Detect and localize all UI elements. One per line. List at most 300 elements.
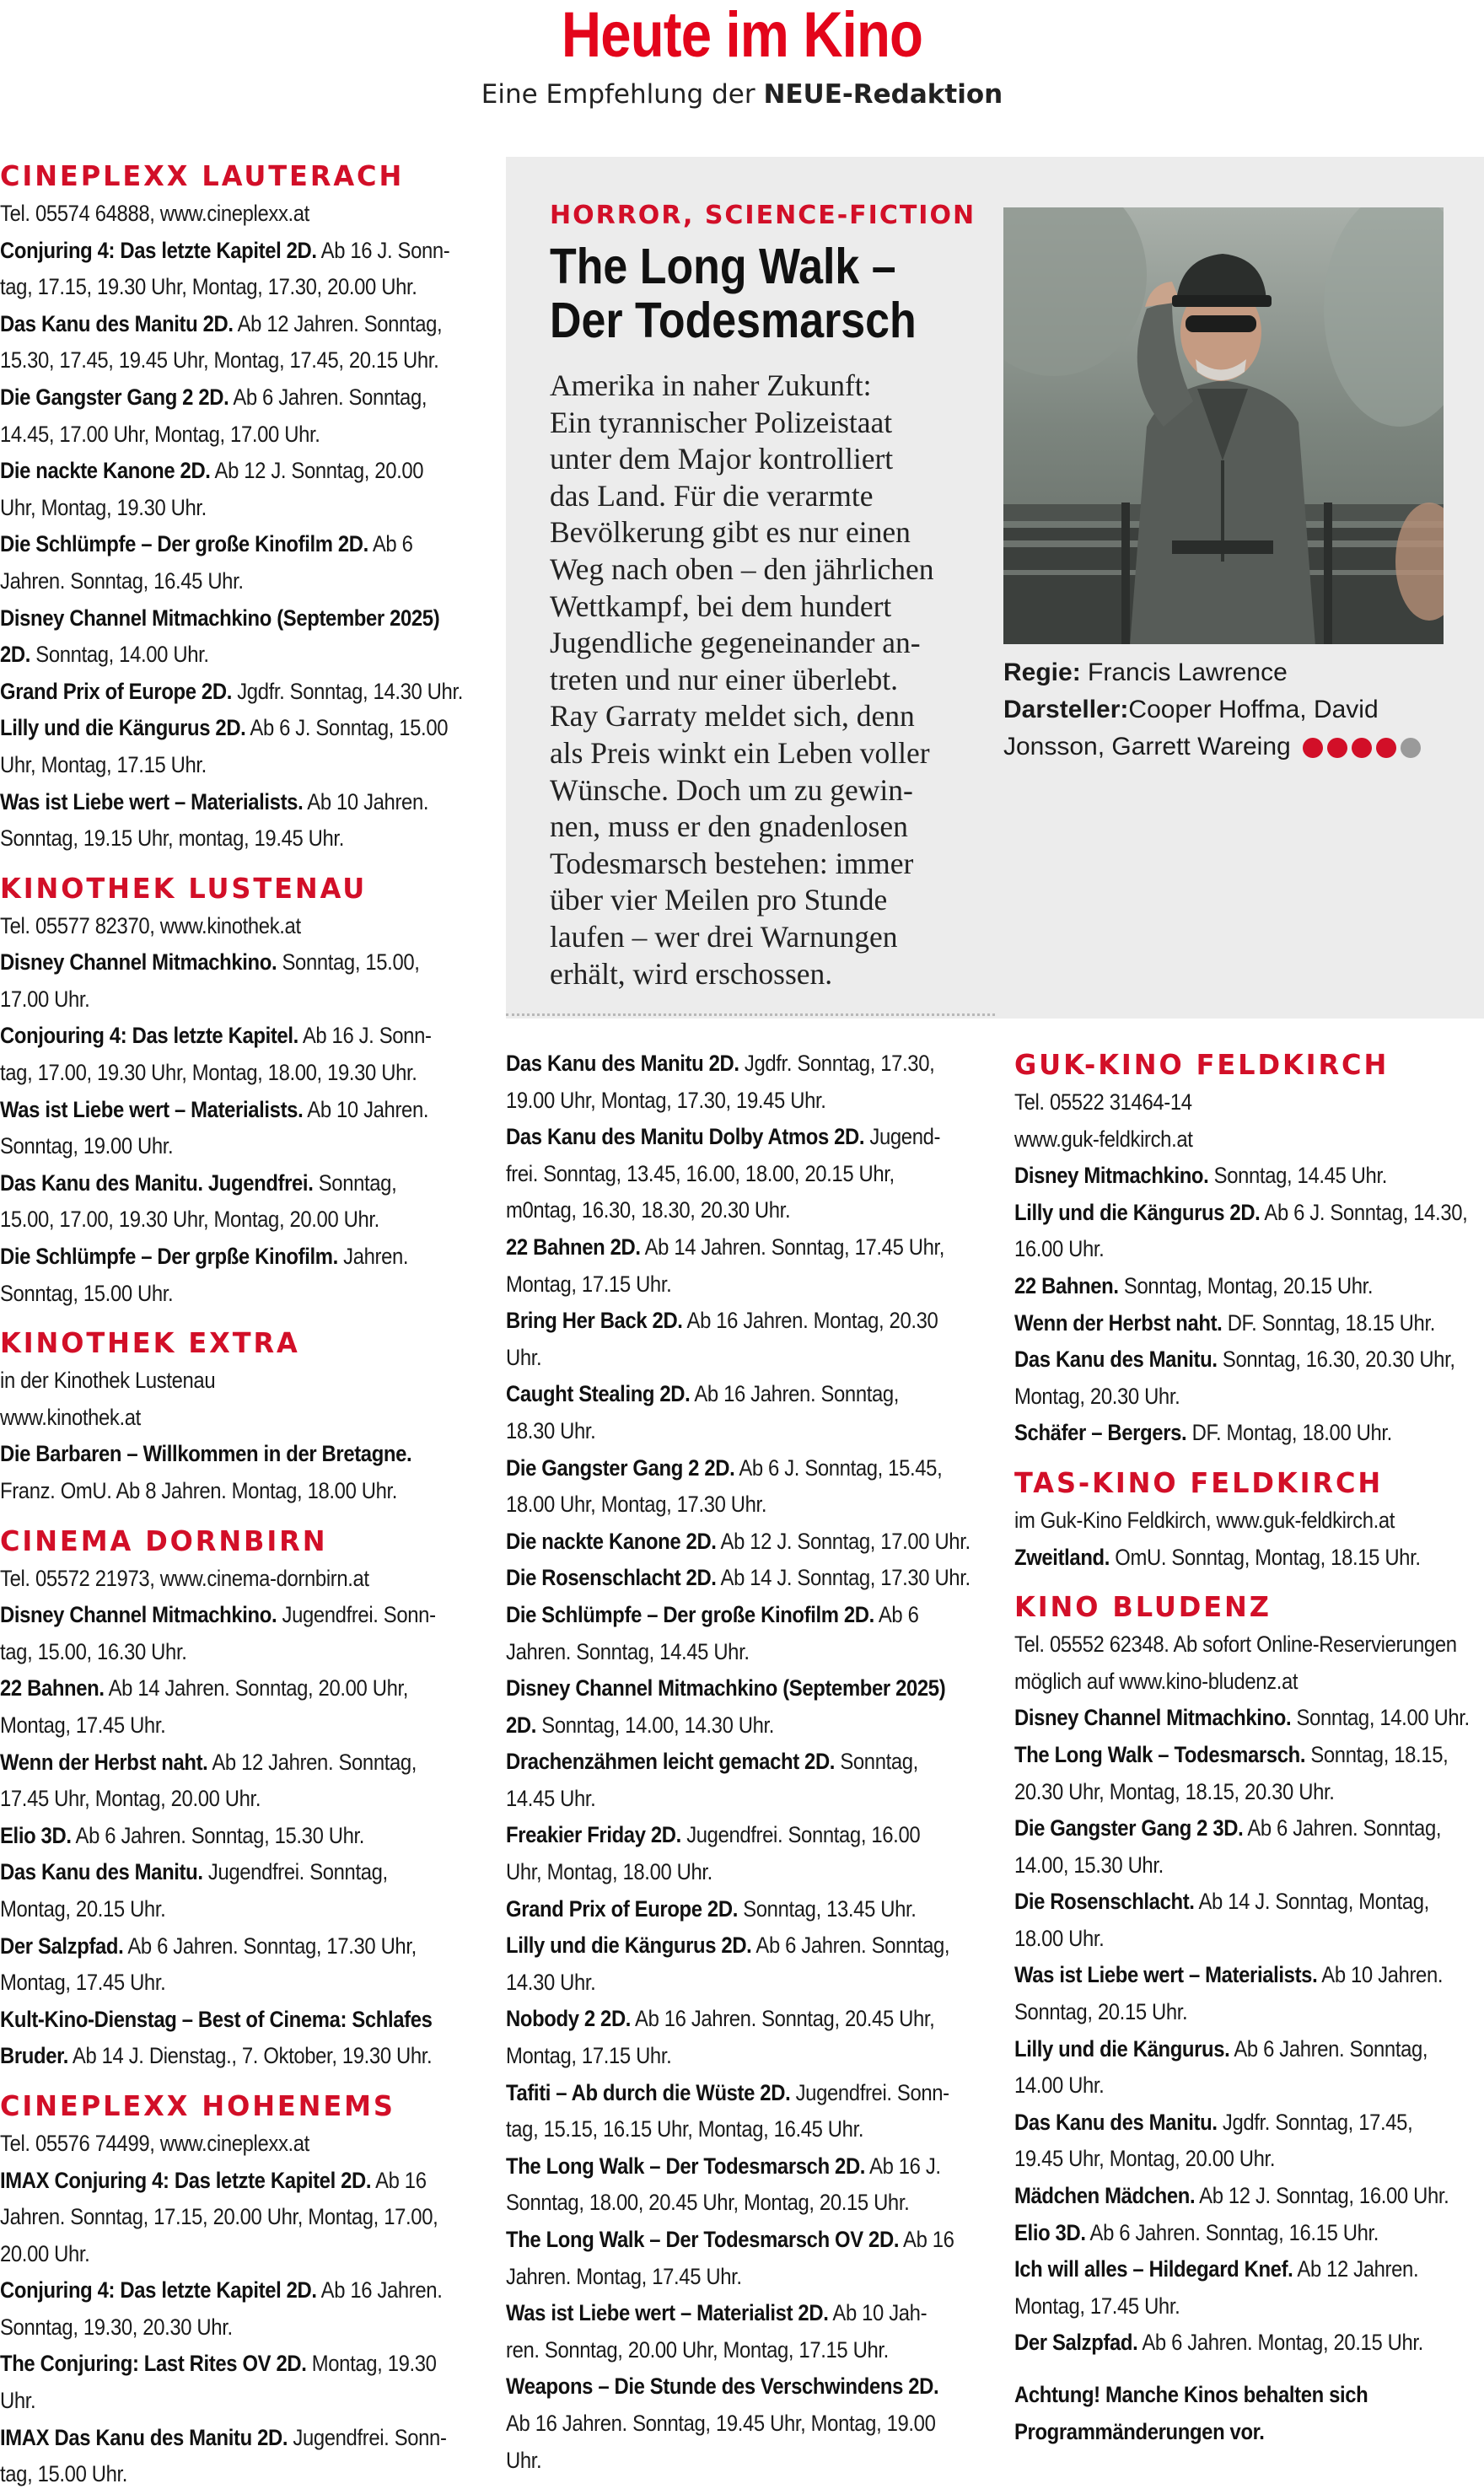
- film-title: 22 Bahnen.: [1014, 1272, 1119, 1298]
- listing-line: [506, 2001, 977, 2038]
- listing-line: [506, 2332, 977, 2369]
- film-title: Das Kanu des Manitu 2D.: [0, 310, 234, 336]
- listing-text: Jugendfrei. Sonn-: [790, 2079, 949, 2105]
- film-title: Disney Channel Mitmachkino.: [0, 1602, 277, 1628]
- film-still-illustration: [1003, 207, 1444, 644]
- listing-line: [506, 1817, 977, 1854]
- listing-line: [506, 1266, 977, 1304]
- listing-text: tag, 15.00, 16.30 Uhr.: [0, 1638, 187, 1664]
- film-title: Das Kanu des Manitu.: [0, 1859, 203, 1885]
- listing-text: Jugend-: [864, 1124, 941, 1150]
- cinema-name: CINEMA DORNBIRN: [0, 1524, 328, 1557]
- listing-text: Montag, 20.15 Uhr.: [0, 1895, 166, 1922]
- subtitle-bold: NEUE-Redaktion: [763, 79, 1003, 110]
- regie-label: Regie:: [1003, 659, 1081, 686]
- listing-text: 14.45 Uhr.: [506, 1785, 596, 1811]
- cinema-block: [1014, 1046, 1484, 1452]
- listing-text: Sonntag, 14.45 Uhr.: [1208, 1163, 1387, 1189]
- listing-text: Jahren. Sonntag, 16.45 Uhr.: [0, 567, 244, 594]
- film-title: 22 Bahnen 2D.: [506, 1234, 641, 1260]
- listing-line: [1014, 2251, 1483, 2288]
- listing-text: Ab 12 J. Sonntag, 20.00: [210, 458, 424, 484]
- listing-line: [506, 1965, 977, 2002]
- listing-text: Ab 12 J. Sonntag, 16.00 Uhr.: [1195, 2183, 1449, 2209]
- listing-text: Uhr, Montag, 18.00 Uhr.: [506, 1859, 712, 1885]
- listing-line: [1014, 1847, 1483, 1884]
- film-title: Was ist Liebe wert – Materialists.: [0, 1096, 304, 1122]
- listing-line: [0, 269, 471, 306]
- feature-text-line: über vier Meilen pro Stunde: [550, 883, 888, 917]
- listing-text: Ab 6 Jahren. Sonntag,: [751, 1933, 950, 1959]
- listing-text: Ab 16 Jahren. Montag, 20.30: [682, 1308, 938, 1334]
- rating-dot-filled: [1376, 738, 1396, 758]
- listing-line: [0, 1473, 471, 1510]
- feature-text-line: Wünsche. Doch um zu gewin-: [550, 772, 913, 807]
- listing-line: [0, 1891, 471, 1928]
- listing-line: [506, 2222, 977, 2259]
- listing-line: [0, 600, 471, 637]
- listing-line: [506, 1486, 977, 1524]
- film-title: Die Schlümpfe – Der große Kinofilm 2D.: [0, 531, 368, 557]
- listing-line: [1014, 2067, 1483, 2105]
- listing-text: 16.00 Uhr.: [1014, 1236, 1105, 1262]
- listing-text: Tel. 05522 31464-14: [1014, 1089, 1192, 1115]
- listing-text: Sonntag, 19.00 Uhr.: [0, 1133, 174, 1159]
- listing-line: [506, 1413, 977, 1450]
- listing-text: Jgdfr. Sonntag, 17.30,: [739, 1051, 935, 1076]
- listing-line: [0, 2309, 471, 2347]
- listing-text: Ab 12 J. Sonntag, 17.00 Uhr.: [716, 1528, 971, 1554]
- listing-text: Ab 6: [874, 1601, 919, 1627]
- listing-line: [0, 1634, 471, 1671]
- listing-line: [0, 637, 471, 674]
- listing-line: [1014, 1379, 1483, 1416]
- listing-text: Jugendfrei. Sonntag,: [202, 1859, 388, 1885]
- listing-text: Uhr.: [506, 2447, 542, 2473]
- listing-line: [506, 1597, 977, 1634]
- listing-text: Jahren. Sonntag, 17.15, 20.00 Uhr, Montag, 17.00,: [0, 2204, 438, 2230]
- listing-text: Ab 16 J.: [865, 2153, 941, 2179]
- listing-text: Montag, 20.30 Uhr.: [1014, 1383, 1180, 1409]
- film-title: Was ist Liebe wert – Materialists.: [1014, 1962, 1318, 1988]
- listing-text: Ab 10 Jahren.: [303, 788, 429, 814]
- listing-text: DF. Sonntag, 18.15 Uhr.: [1222, 1309, 1435, 1336]
- listing-line: [0, 1400, 471, 1437]
- cinema-name: GUK-KINO FELDKIRCH: [1014, 1048, 1390, 1081]
- listing-line: [1014, 2105, 1483, 2142]
- feature-text-line: als Preis winkt ein Leben voller: [550, 735, 930, 770]
- listing-text: Sonntag, 14.00 Uhr.: [30, 642, 209, 668]
- listing-line: [506, 1083, 977, 1120]
- listing-line: [0, 2346, 471, 2383]
- listing-line: [0, 342, 471, 379]
- listing-text: 14.00, 15.30 Uhr.: [1014, 1852, 1164, 1878]
- film-title: Die Schlümpfe – Der große Kinofilm 2D.: [506, 1601, 874, 1627]
- listing-line: [1014, 1664, 1483, 1701]
- listing-text: Ab 6 J. Sonntag, 15.45,: [734, 1454, 943, 1481]
- listing-line: [506, 1560, 977, 1597]
- listing-line: [506, 1891, 977, 1928]
- film-title: Lilly und die Kängurus.: [1014, 2035, 1230, 2062]
- listing-text: www.kinothek.at: [0, 1404, 141, 1430]
- cinema-name: CINEPLEXX LAUTERACH: [0, 159, 405, 192]
- listing-text: frei. Sonntag, 13.45, 16.00, 18.00, 20.15 Uhr,: [506, 1160, 895, 1186]
- listing-text: Ab 16 Jahren. Sonntag, 20.45 Uhr,: [631, 2006, 935, 2032]
- listing-line: [506, 1744, 977, 1781]
- credits-darsteller-cont: [1003, 728, 1459, 766]
- film-title: Das Kanu des Manitu.: [1014, 2109, 1218, 2135]
- film-title: Elio 3D.: [1014, 2219, 1086, 2245]
- listing-column-2: [506, 1046, 978, 2489]
- listing-text: Ab 6 Jahren. Sonntag, 15.30 Uhr.: [71, 1822, 365, 1848]
- listing-line: [506, 1156, 977, 1193]
- feature-text-line: unter dem Major kontrolliert: [550, 442, 894, 476]
- cinema-name: KINOTHEK EXTRA: [0, 1326, 300, 1360]
- film-title: Lilly und die Kängurus 2D.: [506, 1933, 752, 1959]
- film-title: Zweitland.: [1014, 1544, 1110, 1570]
- film-title: Freakier Friday 2D.: [506, 1822, 681, 1848]
- film-title: Die Rosenschlacht.: [1014, 1889, 1195, 1915]
- listing-line: [0, 196, 471, 233]
- listing-line: [1014, 1158, 1483, 1195]
- listing-line: [506, 1119, 977, 1156]
- listing-text: Montag, 17.45 Uhr.: [0, 1970, 166, 1996]
- listing-line: [0, 1670, 471, 1707]
- listing-line: [506, 2406, 977, 2443]
- listing-line: [0, 2456, 471, 2489]
- listing-text: Jugendfrei. Sonntag, 16.00: [680, 1822, 921, 1848]
- listing-line: [0, 417, 471, 454]
- listing-line: [506, 1450, 977, 1487]
- film-title: Die nackte Kanone 2D.: [506, 1528, 717, 1554]
- feature-divider: [506, 1013, 995, 1016]
- listing-line: [506, 2075, 977, 2112]
- listing-text: Tel. 05577 82370, www.kinothek.at: [0, 912, 301, 938]
- film-title: Der Salzpfad.: [0, 1933, 124, 1959]
- listing-line: [506, 2443, 977, 2480]
- film-title: Die Schlümpfe – Der grpße Kinofilm.: [0, 1244, 338, 1270]
- note-text: Achtung! Manche Kinos behalten sich: [1014, 2382, 1368, 2407]
- film-title: Weapons – Die Stunde des Verschwindens 2D.: [506, 2373, 939, 2400]
- listing-line: [0, 1363, 471, 1400]
- listing-line: [1014, 1884, 1483, 1921]
- listing-line: [1014, 1305, 1483, 1342]
- film-title: Lilly und die Kängurus 2D.: [0, 715, 246, 741]
- credits-regie: [1003, 654, 1459, 691]
- listing-text: Montag, 17.15 Uhr.: [506, 2043, 672, 2069]
- listing-text: Uhr, Montag, 19.30 Uhr.: [0, 494, 207, 520]
- listing-text: Ab 6 J. Sonntag, 14.30,: [1260, 1199, 1468, 1225]
- credits-darsteller: [1003, 691, 1459, 728]
- listing-line: [0, 747, 471, 784]
- listing-line: [506, 1634, 977, 1671]
- listing-line: [1014, 1626, 1483, 1664]
- feature-box: [506, 157, 1484, 1019]
- listing-line: [1014, 1810, 1483, 1847]
- listing-text: Montag, 17.45 Uhr.: [1014, 2293, 1180, 2319]
- listing-text: Montag, 17.15 Uhr.: [506, 1271, 672, 1297]
- listing-line: [1014, 1921, 1483, 1958]
- listing-line: [0, 1239, 471, 1276]
- listing-text: 19.00 Uhr, Montag, 17.30, 19.45 Uhr.: [506, 1087, 826, 1113]
- feature-genre: HORROR, SCIENCE-FICTION: [550, 201, 976, 230]
- listing-text: Tel. 05576 74499, www.cineplexx.at: [0, 2130, 309, 2156]
- film-title: Das Kanu des Manitu. Jugendfrei.: [0, 1169, 314, 1196]
- listing-line: [506, 2259, 977, 2296]
- listing-text: Sonntag,: [313, 1169, 397, 1196]
- listing-line: [506, 1670, 977, 1707]
- listing-text: Ab 6: [368, 531, 413, 557]
- listing-line: [0, 1965, 471, 2002]
- listing-line: [0, 1597, 471, 1634]
- feature-text-line: treten und nur einer überlebt.: [550, 662, 899, 696]
- listing-line: [0, 1128, 471, 1165]
- listing-text: Ab 16 Jahren. Sonntag, 19.45 Uhr, Montag, 19.00: [506, 2410, 936, 2436]
- listing-text: Tel. 05552 62348. Ab sofort Online-Reservierungen: [1014, 1632, 1457, 1658]
- listing-text: Ab 6 Jahren. Sonntag,: [229, 384, 427, 410]
- film-title: Conjuring 4: Das letzte Kapitel 2D.: [0, 237, 317, 263]
- listing-text: 15.00, 17.00, 19.30 Uhr, Montag, 20.00 Uhr.: [0, 1207, 379, 1233]
- film-title: Die Gangster Gang 2 3D.: [1014, 1815, 1244, 1841]
- listing-line: [0, 526, 471, 563]
- listing-text: Ab 6 J. Sonntag, 15.00: [245, 715, 449, 741]
- film-title: Die Gangster Gang 2 2D.: [506, 1454, 735, 1481]
- film-title: Das Kanu des Manitu Dolby Atmos 2D.: [506, 1124, 865, 1150]
- listing-text: Sonntag, Montag, 20.15 Uhr.: [1118, 1272, 1374, 1298]
- listing-line: [0, 710, 471, 747]
- listing-text: Montag, 19.30: [306, 2351, 437, 2377]
- listing-line: [0, 674, 471, 711]
- cinema-name: CINEPLEXX HOHENEMS: [0, 2089, 395, 2122]
- film-title: Lilly und die Kängurus 2D.: [1014, 1199, 1261, 1225]
- film-title: Bring Her Back 2D.: [506, 1308, 683, 1334]
- listing-text: 20.30 Uhr, Montag, 18.15, 20.30 Uhr.: [1014, 1778, 1335, 1804]
- listing-text: Ab 6 Jahren. Sonntag, 16.15 Uhr.: [1085, 2219, 1379, 2245]
- feature-text-line: erhält, wird erschossen.: [550, 956, 833, 991]
- listing-line: [0, 2272, 471, 2309]
- listing-text: Ab 6 Jahren. Sonntag, 17.30 Uhr,: [123, 1933, 417, 1959]
- listing-text: in der Kinothek Lustenau: [0, 1368, 216, 1394]
- listing-line: [506, 2295, 977, 2332]
- listing-text: Ab 12 Jahren.: [1293, 2256, 1419, 2282]
- rating-dot-filled: [1352, 738, 1372, 758]
- listing-line: [506, 2185, 977, 2222]
- cinema-block: [0, 157, 472, 857]
- listing-line: [0, 2126, 471, 2163]
- film-title: 22 Bahnen.: [0, 1675, 105, 1701]
- listing-text: Ab 16: [899, 2227, 954, 2252]
- cinema-block: [0, 1324, 472, 1509]
- feature-title-line: The Long Walk –: [550, 239, 896, 294]
- listing-line: [1014, 2141, 1483, 2178]
- feature-text-line: Todesmarsch bestehen: immer: [550, 846, 914, 880]
- film-title: Elio 3D.: [0, 1822, 72, 1848]
- listing-text: 18.30 Uhr.: [506, 1417, 596, 1443]
- listing-text: Sonntag, 20.15 Uhr.: [1014, 1999, 1188, 2025]
- feature-text-line: nen, muss er den gnadenlosen: [550, 809, 908, 844]
- listing-line: [0, 2002, 471, 2039]
- cinema-block: [506, 1046, 978, 2479]
- listing-text: Sonntag, 19.15 Uhr, montag, 19.45 Uhr.: [0, 825, 344, 852]
- listing-column-1: [0, 157, 472, 2489]
- listing-text: 18.00 Uhr, Montag, 17.30 Uhr.: [506, 1492, 767, 1518]
- listing-line: [0, 306, 471, 343]
- film-title: Kult-Kino-Dienstag – Best of Cinema: Schlafes: [0, 2006, 433, 2032]
- film-title: 2D.: [506, 1712, 537, 1738]
- listing-text: Sonntag, 13.45 Uhr.: [737, 1895, 917, 1922]
- listing-text: Jahren.: [337, 1244, 409, 1270]
- listing-line: [0, 1707, 471, 1744]
- listing-line: [0, 1055, 471, 1092]
- listing-text: Ab 14 J. Sonntag, Montag,: [1194, 1889, 1429, 1915]
- listing-line: [0, 1201, 471, 1239]
- feature-credits: [1003, 654, 1459, 766]
- note-line: [1014, 2414, 1483, 2451]
- film-title: Das Kanu des Manitu.: [1014, 1347, 1218, 1373]
- listing-text: Franz. OmU. Ab 8 Jahren. Montag, 18.00 Uhr.: [0, 1478, 398, 1503]
- darsteller-label: Darsteller:: [1003, 696, 1129, 723]
- listing-text: Uhr.: [506, 1344, 542, 1370]
- listing-line: [1014, 2325, 1483, 2362]
- cinema-block: [0, 869, 472, 1313]
- listing-text: Ab 10 Jahren.: [303, 1096, 429, 1122]
- film-title: The Conjuring: Last Rites OV 2D.: [0, 2351, 307, 2377]
- film-title: Disney Channel Mitmachkino (September 2025): [506, 1675, 946, 1701]
- listing-text: Jahren. Sonntag, 14.45 Uhr.: [506, 1638, 750, 1664]
- listing-line: [506, 2038, 977, 2075]
- listing-line: [0, 2199, 471, 2236]
- listing-text: tag, 15.15, 16.15 Uhr, Montag, 16.45 Uhr.: [506, 2116, 864, 2142]
- listing-text: Ab 6 Jahren. Sonntag,: [1243, 1815, 1442, 1841]
- film-title: Disney Channel Mitmachkino.: [1014, 1705, 1292, 1731]
- note-line: [1014, 2377, 1483, 2414]
- listing-text: 19.45 Uhr, Montag, 20.00 Uhr.: [1014, 2146, 1276, 2172]
- listing-line: [1014, 1994, 1483, 2031]
- listing-text: Jahren. Montag, 17.45 Uhr.: [506, 2263, 742, 2289]
- feature-text-line: Jugendliche gegeneinander an-: [550, 626, 921, 660]
- cinema-name: KINOTHEK LUSTENAU: [0, 871, 368, 905]
- film-title: Die Rosenschlacht 2D.: [506, 1565, 717, 1591]
- listing-text: Ab 16 Jahren.: [316, 2277, 443, 2304]
- listing-line: [1014, 1957, 1483, 1994]
- film-title: Die Barbaren – Willkommen in der Bretagne.: [0, 1441, 412, 1467]
- film-title: Grand Prix of Europe 2D.: [506, 1895, 738, 1922]
- listing-text: Tel. 05572 21973, www.cinema-dornbirn.at: [0, 1565, 369, 1591]
- listing-line: [0, 944, 471, 981]
- listing-text: Ab 14 Jahren. Sonntag, 17.45 Uhr,: [640, 1234, 945, 1260]
- film-title: Tafiti – Ab durch die Wüste 2D.: [506, 2079, 791, 2105]
- listing-line: [1014, 1737, 1483, 1774]
- listing-text: Jgdfr. Sonntag, 14.30 Uhr.: [231, 678, 463, 704]
- film-title: Das Kanu des Manitu 2D.: [506, 1051, 739, 1076]
- listing-text: Sonntag, 16.30, 20.30 Uhr,: [1217, 1347, 1455, 1373]
- listing-text: Ab 10 Jah-: [828, 2300, 928, 2326]
- feature-text-line: Wettkampf, bei dem hundert: [550, 589, 892, 623]
- listing-text: Jugendfrei. Sonn-: [288, 2424, 447, 2450]
- listing-line: [1014, 1341, 1483, 1379]
- feature-text: [550, 368, 988, 992]
- listing-text: Ab 6 Jahren. Montag, 20.15 Uhr.: [1137, 2330, 1423, 2356]
- listing-text: Ab 12 Jahren. Sonntag,: [207, 1749, 417, 1775]
- listing-text: Ab 12 Jahren. Sonntag,: [233, 310, 443, 336]
- listing-line: [506, 1376, 977, 1413]
- listing-text: ren. Sonntag, 20.00 Uhr, Montag, 17.15 Uhr.: [506, 2336, 889, 2363]
- listing-line: [506, 1229, 977, 1266]
- listing-line: [1014, 1195, 1483, 1232]
- listing-text: Sonntag, 19.30, 20.30 Uhr.: [0, 2314, 233, 2340]
- film-title: Caught Stealing 2D.: [506, 1381, 691, 1407]
- cinema-name: KINO BLUDENZ: [1014, 1590, 1272, 1624]
- film-title: Drachenzähmen leicht gemacht 2D.: [506, 1749, 836, 1775]
- listing-line: [0, 379, 471, 417]
- listing-line: [1014, 1700, 1483, 1737]
- note-text: Programmänderungen vor.: [1014, 2418, 1265, 2444]
- feature-text-line: Ein tyrannischer Polizeistaat: [550, 405, 893, 439]
- listing-text: 17.00 Uhr.: [0, 986, 90, 1012]
- listing-line: [0, 1928, 471, 1965]
- listing-line: [0, 563, 471, 600]
- film-title: Bruder.: [0, 2043, 68, 2069]
- film-title: The Long Walk – Der Todesmarsch OV 2D.: [506, 2227, 900, 2252]
- listing-text: Sonntag,: [835, 1749, 918, 1775]
- listing-line: [0, 1092, 471, 1129]
- listing-column-3: [1014, 1046, 1484, 2450]
- listing-line: [0, 2163, 471, 2200]
- listing-line: [0, 2236, 471, 2273]
- listing-text: 14.30 Uhr.: [506, 1969, 596, 1995]
- listing-text: www.guk-feldkirch.at: [1014, 1126, 1193, 1152]
- listing-line: [1014, 1231, 1483, 1268]
- listing-text: Ab 16 Jahren. Sonntag,: [690, 1381, 900, 1407]
- listing-text: Jgdfr. Sonntag, 17.45,: [1217, 2109, 1413, 2135]
- listing-line: [1014, 2215, 1483, 2252]
- listing-text: Ab 10 Jahren.: [1317, 1962, 1444, 1988]
- film-title: Was ist Liebe wert – Materialists.: [0, 788, 304, 814]
- feature-text-line: Amerika in naher Zukunft:: [550, 368, 872, 402]
- feature-text-line: laufen – wer drei Warnungen: [550, 919, 898, 954]
- listing-line: [1014, 2031, 1483, 2068]
- listing-line: [506, 2148, 977, 2185]
- listing-line: [1014, 1268, 1483, 1305]
- film-title: Was ist Liebe wert – Materialist 2D.: [506, 2300, 829, 2326]
- page-subtitle: [0, 79, 1484, 110]
- listing-text: Tel. 05574 64888, www.cineplexx.at: [0, 201, 309, 226]
- listing-text: Sonntag, 14.00, 14.30 Uhr.: [536, 1712, 775, 1738]
- listing-text: 15.30, 17.45, 19.45 Uhr, Montag, 17.45, 20.15 Uhr.: [0, 347, 439, 374]
- listing-text: 14.00 Uhr.: [1014, 2072, 1105, 2099]
- film-title: Die nackte Kanone 2D.: [0, 458, 211, 484]
- listing-line: [0, 1436, 471, 1473]
- listing-text: Ab 14 J. Sonntag, 17.30 Uhr.: [716, 1565, 971, 1591]
- film-title: Der Salzpfad.: [1014, 2330, 1138, 2356]
- regie-value: Francis Lawrence: [1088, 659, 1288, 686]
- listing-line: [506, 1781, 977, 1818]
- listing-line: [1014, 2178, 1483, 2215]
- feature-text-line: das Land. Für die verarmte: [550, 478, 874, 513]
- film-title: Nobody 2 2D.: [506, 2006, 632, 2032]
- listing-line: [0, 1018, 471, 1055]
- listing-text: Sonntag, 18.15,: [1305, 1741, 1449, 1767]
- film-title: IMAX Das Kanu des Manitu 2D.: [0, 2424, 288, 2450]
- listing-text: Uhr, Montag, 17.15 Uhr.: [0, 751, 207, 777]
- program-change-note: [1014, 2377, 1484, 2450]
- listing-line: [0, 1744, 471, 1782]
- listing-line: [506, 2111, 977, 2148]
- masthead: [0, 0, 1484, 126]
- listing-text: tag, 15.00 Uhr.: [0, 2461, 128, 2487]
- listing-text: tag, 17.00, 19.30 Uhr, Montag, 18.00, 19.30 Uhr.: [0, 1060, 417, 1086]
- darsteller-value-cont: Jonsson, Garrett Wareing: [1003, 733, 1291, 761]
